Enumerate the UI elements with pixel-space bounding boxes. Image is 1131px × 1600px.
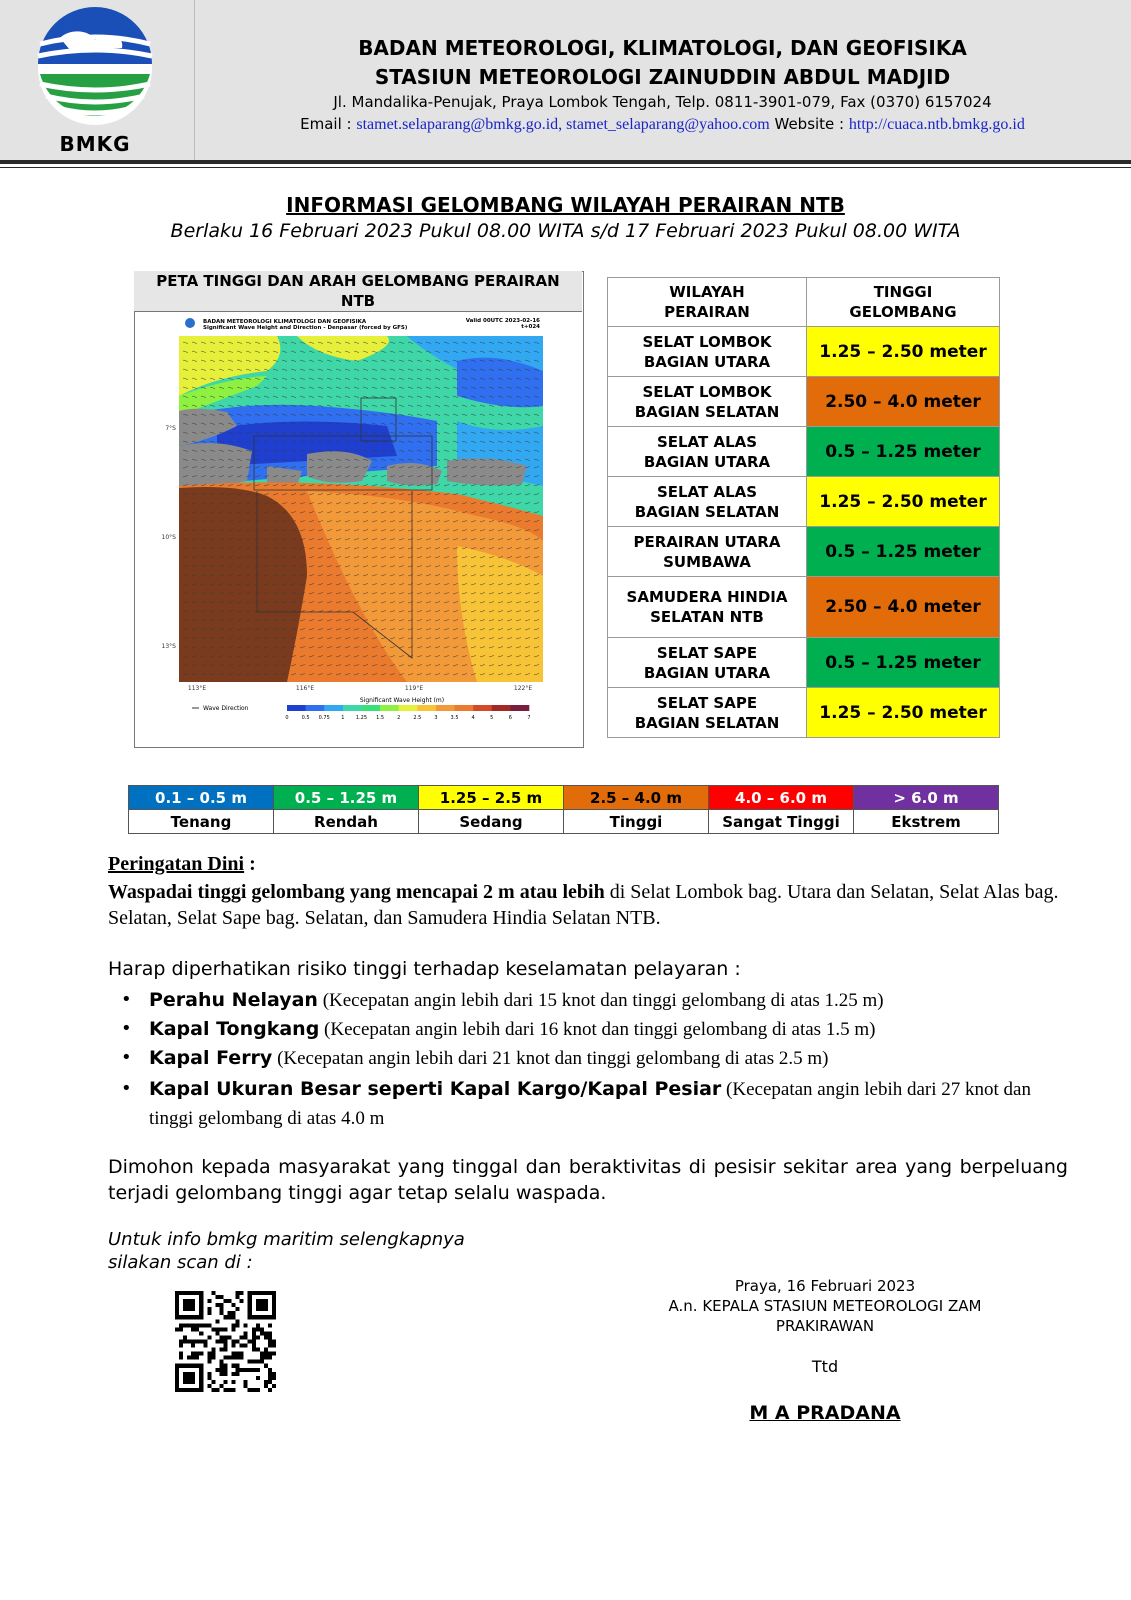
colorbar-segment [492, 705, 511, 711]
header-region-line1: WILAYAH [669, 283, 745, 301]
colorbar-segment [287, 705, 306, 711]
region-cell [608, 527, 807, 577]
email-label: Email : [300, 115, 357, 133]
vessel-type: Kapal Ukuran Besar seperti Kapal Kargo/Kapal Pesiar [149, 1078, 722, 1100]
wave-table-row [608, 427, 1000, 477]
contact-line [194, 115, 1131, 134]
vessel-threshold: (Kecepatan angin lebih dari 27 knot dan tinggi gelombang di atas 4.0 m [149, 1079, 1031, 1129]
legend-category: Ekstrem [854, 810, 999, 834]
signature-ttd: Ttd [811, 1357, 839, 1376]
region-name-line: BAGIAN SELATAN [634, 402, 780, 421]
region-name-line: SELATAN NTB [650, 608, 764, 626]
wave-table-row [608, 377, 1000, 427]
bullet-icon: • [121, 1047, 132, 1068]
wave-height-cell: 1.25 – 2.50 meter [807, 477, 1000, 527]
region-cell [608, 427, 807, 477]
region-name-line: BAGIAN SELATAN [634, 713, 780, 732]
legend-category: Sangat Tinggi [709, 810, 854, 834]
map-mini-logo [185, 318, 195, 328]
legend-category: Sedang [419, 810, 564, 834]
legend-range: 2.5 – 4.0 m [564, 786, 709, 810]
wave-height-cell: 0.5 – 1.25 meter [807, 427, 1000, 477]
email-separator: , [558, 116, 567, 133]
colorbar-tick: 7 [527, 715, 531, 721]
colorbar-tick: 1.25 [355, 715, 368, 721]
lat-label: 10°S [161, 534, 176, 541]
risk-item [118, 1044, 1068, 1073]
wave-table-row [608, 638, 1000, 688]
colorbar-tick: 2 [397, 715, 401, 721]
header-rule [0, 160, 1131, 164]
address: Jl. Mandalika-Penujak, Praya Lombok Tengah, Telp. 0811-3901-079, Fax (0370) 6157024 [333, 93, 992, 111]
risk-item [118, 1075, 1068, 1133]
legend-range: 0.5 – 1.25 m [274, 786, 419, 810]
vessel-type: Perahu Nelayan [149, 989, 318, 1011]
region-name-line: BAGIAN SELATAN [634, 502, 780, 521]
wave-height-cell: 0.5 – 1.25 meter [807, 638, 1000, 688]
warning-text [108, 879, 1068, 931]
map-inner-subtitle: Significant Wave Height and Direction - Denpasar (forced by GFS) [203, 325, 408, 331]
colorbar-segment [455, 705, 474, 711]
risk-item [118, 986, 1068, 1015]
signature-on-behalf: A.n. KEPALA STASIUN METEOROLOGI ZAM [668, 1297, 982, 1315]
wave-height-cell: 1.25 – 2.50 meter [807, 688, 1000, 738]
document-title: INFORMASI GELOMBANG WILAYAH PERAIRAN NTB [286, 193, 845, 217]
region-name-line: BAGIAN UTARA [643, 663, 771, 682]
logo-text: BMKG [59, 132, 131, 156]
wave-height-cell: 0.5 – 1.25 meter [807, 527, 1000, 577]
colorbar-segment [510, 705, 529, 711]
wave-height-map [157, 316, 562, 741]
wave-height-cell: 1.25 – 2.50 meter [807, 327, 1000, 377]
colorbar-segment [380, 705, 399, 711]
colorbar [287, 705, 529, 711]
header-rule-thin [0, 167, 1131, 168]
colorbar-tick: 1 [341, 715, 345, 721]
wave-table-row [608, 527, 1000, 577]
website-label: Website : [769, 115, 849, 133]
signature-role: PRAKIRAWAN [775, 1317, 875, 1335]
region-cell [608, 477, 807, 527]
colorbar-segment [306, 705, 325, 711]
colorbar-tick: 3 [434, 715, 438, 721]
legend-range: > 6.0 m [854, 786, 999, 810]
warning-emphasis: Waspadai tinggi gelombang yang mencapai 2 m atau lebih [108, 881, 605, 903]
wave-table-row [608, 477, 1000, 527]
region-name-line: BAGIAN UTARA [643, 452, 771, 471]
station-name: STASIUN METEOROLOGI ZAINUDDIN ABDUL MADJID [374, 65, 951, 89]
header-region-line2: PERAIRAN [664, 303, 750, 321]
header-height [807, 278, 1000, 327]
lon-label: 113°E [187, 685, 207, 692]
lon-label: 122°E [513, 685, 533, 692]
colorbar-segment [343, 705, 362, 711]
map-lead-time: t+024 [521, 324, 540, 330]
vessel-threshold: (Kecepatan angin lebih dari 15 knot dan tinggi gelombang di atas 1.25 m) [317, 990, 884, 1011]
warning-heading [108, 853, 256, 876]
map-caption [134, 271, 582, 312]
wave-table-row [608, 327, 1000, 377]
signature-place-date: Praya, 16 Februari 2023 [734, 1277, 916, 1295]
wave-category-legend [128, 785, 999, 834]
email-link-2[interactable]: stamet_selaparang@yahoo.com [566, 116, 770, 133]
region-name-line: PERAIRAN UTARA [633, 532, 781, 551]
validity-period: Berlaku 16 Februari 2023 Pukul 08.00 WITA s/d 17 Februari 2023 Pukul 08.00 WITA [170, 220, 961, 242]
vessel-threshold: (Kecepatan angin lebih dari 16 knot dan tinggi gelombang di atas 1.5 m) [319, 1019, 876, 1040]
legend-range: 1.25 – 2.5 m [419, 786, 564, 810]
vessel-threshold: (Kecepatan angin lebih dari 21 knot dan tinggi gelombang di atas 2.5 m) [272, 1048, 829, 1069]
region-name-line: SELAT ALAS [656, 432, 758, 451]
region-cell [608, 377, 807, 427]
colorbar-segment [417, 705, 436, 711]
wave-direction-label: Wave Direction [203, 705, 249, 712]
wave-table-row [608, 577, 1000, 638]
map-inner-title: BADAN METEOROLOGI KLIMATOLOGI DAN GEOFISIKA [203, 319, 367, 325]
map-caption-line1: PETA TINGGI DAN ARAH GELOMBANG PERAIRAN [156, 272, 560, 290]
bullet-icon: • [121, 1018, 132, 1039]
region-name-line: SUMBAWA [663, 552, 751, 571]
bmkg-logo-emblem [0, 0, 194, 132]
org-name: BADAN METEOROLOGI, KLIMATOLOGI, DAN GEOFISIKA [358, 36, 967, 60]
warning-heading-text: Peringatan Dini [108, 853, 245, 875]
colorbar-tick: 3.5 [450, 715, 459, 721]
colorbar-tick: 0.5 [301, 715, 310, 721]
legend-range: 0.1 – 0.5 m [129, 786, 274, 810]
warning-areas: di Selat Lombok bag. Utara dan Selatan, Selat Alas bag. Selatan, Selat Sape bag. Selatan, dan Samudera Hindia Selatan NTB. [108, 881, 1059, 929]
lon-label: 116°E [295, 685, 315, 692]
bullet-icon: • [121, 989, 132, 1010]
region-name-line: SELAT LOMBOK [642, 332, 772, 351]
colorbar-segment [399, 705, 418, 711]
signatory-name: M A PRADANA [749, 1402, 901, 1424]
map-caption-line2: NTB [340, 292, 376, 310]
region-name-line: SELAT SAPE [656, 643, 758, 662]
vessel-type: Kapal Ferry [149, 1047, 273, 1069]
colorbar-tick: 4 [471, 715, 475, 721]
colorbar-tick: 0 [285, 715, 289, 721]
risk-item [118, 1015, 1068, 1044]
colorbar-segment [361, 705, 380, 711]
colorbar-label: Significant Wave Height (m) [359, 697, 445, 704]
lat-label: 7°S [165, 425, 176, 432]
colorbar-segment [436, 705, 455, 711]
colorbar-tick: 2.5 [413, 715, 422, 721]
qr-code[interactable] [175, 1291, 276, 1392]
map-field [179, 336, 543, 682]
website-link[interactable]: http://cuaca.ntb.bmkg.go.id [848, 116, 1025, 133]
colorbar-tick: 1.5 [376, 715, 385, 721]
region-name-line: SELAT ALAS [656, 482, 758, 501]
legend-category: Rendah [274, 810, 419, 834]
colorbar-tick: 0.75 [318, 715, 330, 721]
colorbar-tick: 6 [508, 715, 512, 721]
legend-range: 4.0 – 6.0 m [709, 786, 854, 810]
region-cell [608, 327, 807, 377]
header-region [608, 278, 807, 327]
risk-intro: Harap diperhatikan risiko tinggi terhadap keselamatan pelayaran : [108, 958, 741, 980]
email-link-1[interactable]: stamet.selaparang@bmkg.go.id [356, 116, 559, 133]
region-cell [608, 638, 807, 688]
region-name-line: SAMUDERA HINDIA [626, 588, 788, 606]
risk-list [118, 986, 1068, 1133]
info-line-2: silakan scan di : [108, 1252, 253, 1273]
legend-category: Tenang [129, 810, 274, 834]
info-line-1: Untuk info bmkg maritim selengkapnya [108, 1229, 465, 1250]
wave-height-cell: 2.50 – 4.0 meter [807, 577, 1000, 638]
region-name-line: SELAT LOMBOK [642, 382, 772, 401]
region-name-line: BAGIAN UTARA [643, 352, 771, 371]
map-valid-time: Valid 00UTC 2023-02-16 [465, 318, 540, 324]
wave-table-row [608, 688, 1000, 738]
region-cell [608, 688, 807, 738]
vessel-type: Kapal Tongkang [149, 1018, 320, 1040]
colorbar-segment [324, 705, 343, 711]
appeal-text: Dimohon kepada masyarakat yang tinggal dan beraktivitas di pesisir sekitar area yang berpeluang terjadi gelombang tinggi agar tetap selalu waspada. [108, 1156, 1068, 1204]
region-cell [608, 577, 807, 638]
region-name-line: SELAT SAPE [656, 693, 758, 712]
header-height-line2: GELOMBANG [849, 303, 957, 321]
colorbar-segment [473, 705, 492, 711]
colorbar-tick: 5 [490, 715, 494, 721]
bullet-icon: • [121, 1078, 132, 1099]
wave-height-cell: 2.50 – 4.0 meter [807, 377, 1000, 427]
lon-label: 119°E [404, 685, 424, 692]
header-height-line1: TINGGI [873, 283, 933, 301]
lat-label: 13°S [161, 643, 176, 650]
wave-height-table [607, 277, 1000, 738]
warning-heading-colon: : [244, 853, 256, 875]
legend-category: Tinggi [564, 810, 709, 834]
